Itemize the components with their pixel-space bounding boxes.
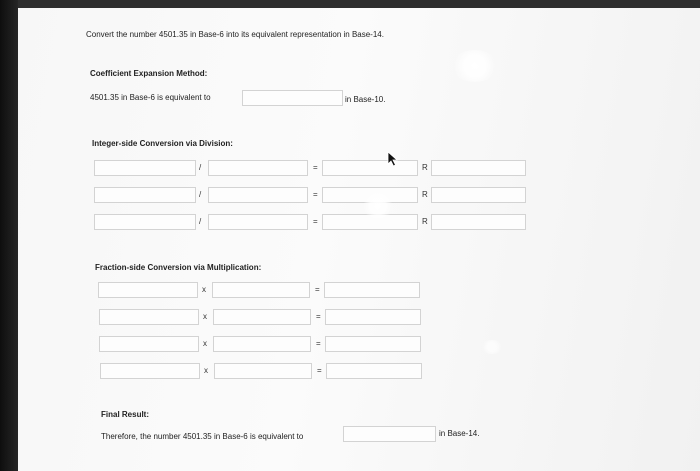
final-result-suffix: in Base-14. [439,429,480,438]
monitor-bezel [0,0,18,471]
base10-input[interactable] [242,90,343,106]
dividend-input[interactable] [94,160,196,176]
final-result-heading: Final Result: [101,410,150,419]
divide-sign: / [199,217,202,226]
equals-sign: = [313,190,318,199]
fraction-operand-input[interactable] [99,309,199,325]
equals-sign: = [317,366,322,375]
product-input[interactable] [324,282,420,298]
question-text: Convert the number 4501.35 in Base-6 into its equivalent representation in Base-14. [86,30,384,39]
fraction-heading: Fraction-side Conversion via Multiplication: [95,263,262,272]
light-reflection [481,340,503,354]
divisor-input[interactable] [208,214,308,230]
equals-sign: = [313,163,318,172]
base14-input[interactable] [343,426,436,442]
top-edge [18,0,700,8]
multiplier-input[interactable] [213,336,311,352]
integer-heading: Integer-side Conversion via Division: [92,139,233,148]
product-input[interactable] [326,363,422,379]
divisor-input[interactable] [208,187,308,203]
multiplier-input[interactable] [213,309,311,325]
multiply-sign: x [203,339,207,348]
multiply-sign: x [203,312,207,321]
divide-sign: / [199,163,202,172]
final-result-prefix: Therefore, the number 4501.35 in Base-6 is equivalent to [101,432,304,441]
multiply-sign: x [204,366,208,375]
light-reflection [363,192,393,220]
fraction-operand-input[interactable] [98,282,198,298]
multiply-sign: x [202,285,206,294]
multiplier-input[interactable] [212,282,310,298]
equals-sign: = [316,339,321,348]
equals-sign: = [315,285,320,294]
quotient-input[interactable] [322,160,418,176]
worksheet-page [18,8,700,471]
product-input[interactable] [325,309,421,325]
equals-sign: = [313,217,318,226]
coefficient-prefix: 4501.35 in Base-6 is equivalent to [90,93,211,102]
fraction-operand-input[interactable] [99,336,199,352]
equals-sign: = [316,312,321,321]
remainder-input[interactable] [431,160,526,176]
product-input[interactable] [325,336,421,352]
remainder-label: R [422,163,428,172]
remainder-input[interactable] [431,214,526,230]
multiplier-input[interactable] [214,363,312,379]
coefficient-suffix: in Base-10. [345,95,386,104]
divisor-input[interactable] [208,160,308,176]
fraction-operand-input[interactable] [100,363,200,379]
coefficient-heading: Coefficient Expansion Method: [90,69,208,78]
mouse-cursor-icon [387,151,399,167]
dividend-input[interactable] [94,214,196,230]
dividend-input[interactable] [94,187,196,203]
light-reflection [451,50,499,82]
remainder-label: R [422,217,428,226]
divide-sign: / [199,190,202,199]
remainder-label: R [422,190,428,199]
remainder-input[interactable] [431,187,526,203]
